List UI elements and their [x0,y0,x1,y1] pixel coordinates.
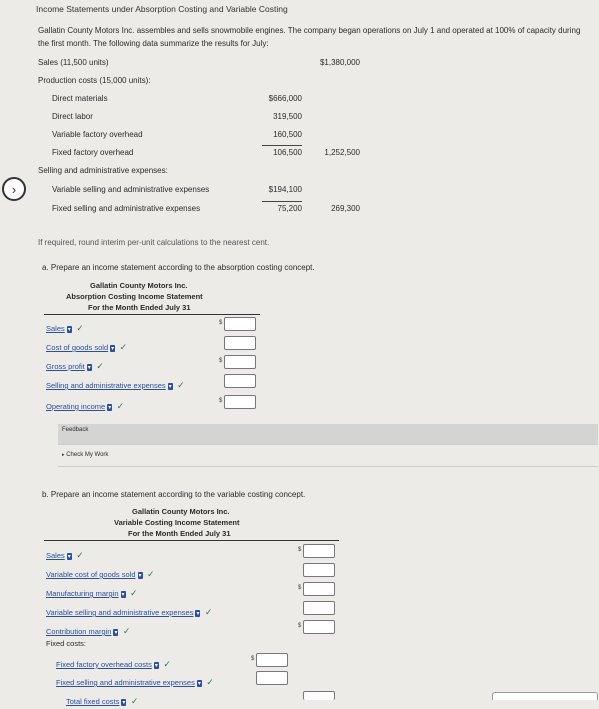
b-manufacturing-margin-row [46,583,138,601]
a-gross-profit-row [46,356,104,374]
check-icon: ✓ [163,659,171,669]
a-operating-income-input[interactable] [224,395,256,409]
b-vcogs-input[interactable] [303,563,335,577]
b-contribution-margin-row [46,621,130,639]
b-fixed-selling-dropdown[interactable]: Fixed selling and administrative expenses ▾ [56,678,201,687]
footer-button[interactable] [492,692,598,700]
direct-materials-label: Direct materials [52,94,108,103]
b-variable-selling-dropdown[interactable]: Variable selling and administrative expenses ▾ [46,608,200,617]
a-cogs-input[interactable] [224,336,256,350]
b-variable-selling-row [46,602,212,620]
a-gross-profit-input[interactable] [224,355,256,369]
feedback-label: Feedback [62,427,89,433]
check-icon: ✓ [206,677,214,687]
a-operating-income-dropdown[interactable]: Operating income ▾ [46,402,112,411]
b-fixed-selling-input[interactable] [256,671,288,685]
fixed-selling-label: Fixed selling and administrative expenses [52,204,201,213]
caret-down-icon: ▾ [87,364,91,371]
selling-total: 269,300 [331,204,360,213]
selling-label: Selling and administrative expenses: [38,166,168,175]
direct-labor-value: 319,500 [273,112,302,121]
check-my-work-link[interactable]: ▸ Check My Work [62,452,109,458]
chevron-right-icon[interactable]: › [2,177,26,201]
b-sales-row [46,545,84,563]
b-total-fixed-input[interactable] [303,691,335,700]
a-selling-input[interactable] [224,374,256,388]
part-b-period: For the Month Ended July 31 [128,529,231,538]
direct-materials-value: $666,000 [268,94,302,103]
b-fixed-selling-row [56,672,214,690]
b-vcogs-row [46,564,155,582]
check-icon: ✓ [177,380,185,390]
problem-intro: Gallatin County Motors Inc. assembles and sells snowmobile engines. The company began operations on July 1 and operated at 100% of capacity during the first month. The following data summarize the results for July: [38,26,581,48]
check-icon: ✓ [204,607,213,617]
b-variable-selling-input[interactable] [303,601,335,615]
caret-down-icon: ▾ [196,610,200,617]
variable-selling-value: $194,100 [268,185,302,194]
a-sales-row [46,318,84,336]
check-icon: ✓ [76,323,84,333]
check-icon: ✓ [116,401,125,411]
fixed-overhead-label: Fixed factory overhead [52,148,134,157]
b-total-fixed-dropdown[interactable]: Total fixed costs ▾ [66,697,126,706]
sales-label: Sales (11,500 units) [38,58,109,67]
variable-selling-label: Variable selling and administrative expenses [52,185,210,194]
b-fixed-overhead-input[interactable] [256,653,288,667]
caret-down-icon: ▾ [121,591,125,598]
b-fixed-overhead-dropdown[interactable]: Fixed factory overhead costs ▾ [56,660,158,669]
check-icon: ✓ [146,569,155,579]
fixed-overhead-value: 106,500 [273,148,302,157]
a-operating-income-row [46,396,124,414]
a-sales-input[interactable] [224,317,256,331]
part-a-company: Gallatin County Motors Inc. [90,281,188,290]
part-a-prompt: a. Prepare an income statement according to the absorption costing concept. [42,263,315,272]
part-b-statement: Variable Costing Income Statement [114,518,240,527]
b-sales-input[interactable] [303,544,335,558]
check-icon: ✓ [130,588,138,598]
a-cogs-dropdown[interactable]: Cost of goods sold ▾ [46,343,115,352]
round-note: If required, round interim per-unit calculations to the nearest cent. [38,238,270,247]
caret-down-icon: ▾ [197,680,201,687]
check-icon: ✓ [76,550,84,560]
production-label: Production costs (15,000 units): [38,76,151,85]
variable-overhead-value: 160,500 [273,130,302,139]
b-total-fixed-row [66,691,139,706]
part-a-statement: Absorption Costing Income Statement [66,292,203,301]
check-icon: ✓ [96,361,104,371]
a-selling-dropdown[interactable]: Selling and administrative expenses ▾ [46,381,172,390]
caret-down-icon: ▾ [67,553,71,560]
part-b-prompt: b. Prepare an income statement according to the variable costing concept. [42,490,306,499]
caret-down-icon: ▾ [168,383,172,390]
caret-down-icon: ▾ [114,629,118,636]
b-manufacturing-margin-input[interactable] [303,582,335,596]
fixed-selling-value: 75,200 [277,204,302,213]
part-a-period: For the Month Ended July 31 [88,303,191,312]
check-icon: ✓ [130,696,139,706]
b-manufacturing-margin-dropdown[interactable]: Manufacturing margin ▾ [46,589,125,598]
check-icon: ✓ [119,342,128,352]
caret-down-icon: ▾ [122,699,126,706]
direct-labor-label: Direct labor [52,112,93,121]
b-vcogs-dropdown[interactable]: Variable cost of goods sold ▾ [46,570,142,579]
a-gross-profit-dropdown[interactable]: Gross profit ▾ [46,362,91,371]
a-cogs-row [46,337,127,355]
feedback-panel [58,424,598,444]
fixed-costs-label: Fixed costs: [46,639,87,648]
b-contribution-margin-input[interactable] [303,620,335,634]
b-sales-dropdown[interactable]: Sales ▾ [46,551,71,560]
check-icon: ✓ [122,626,131,636]
sales-value: $1,380,000 [319,58,360,67]
caret-down-icon: ▾ [111,345,115,352]
production-total: 1,252,500 [324,148,360,157]
caret-down-icon: ▾ [108,404,112,411]
page-title: Income Statements under Absorption Costing and Variable Costing [36,4,288,14]
caret-down-icon: ▾ [67,326,71,333]
variable-overhead-label: Variable factory overhead [52,130,143,139]
b-fixed-overhead-row [56,654,171,672]
a-selling-row [46,375,185,393]
a-sales-dropdown[interactable]: Sales ▾ [46,324,71,333]
b-contribution-margin-dropdown[interactable]: Contribution margin ▾ [46,627,118,636]
caret-down-icon: ▾ [138,572,142,579]
caret-down-icon: ▾ [154,662,158,669]
part-b-company: Gallatin County Motors Inc. [132,507,230,516]
